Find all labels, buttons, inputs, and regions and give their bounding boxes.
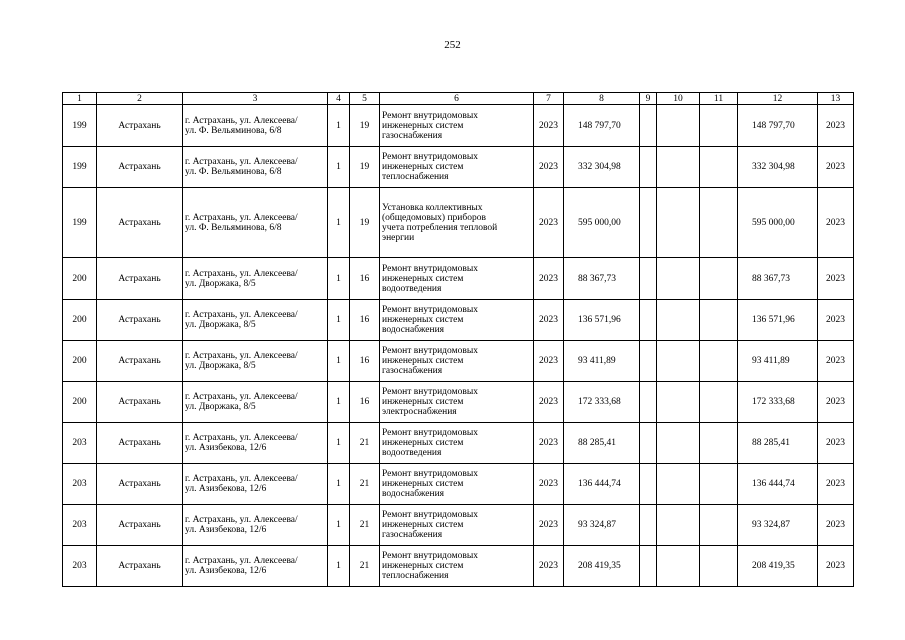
- address-cell-line: ул. Ф. Вельяминова, 6/8: [185, 125, 282, 136]
- table-row: [63, 300, 854, 341]
- year-cell: 2023: [534, 546, 564, 587]
- work-type-cell-line: инженерных систем: [382, 479, 464, 489]
- address-cell: [183, 105, 328, 147]
- col4-cell: 1: [328, 300, 350, 341]
- work-type-cell-line: водоснабжения: [382, 325, 445, 335]
- col10-cell: [657, 147, 700, 188]
- registry-table: [62, 92, 854, 587]
- address-cell-line: г. Астрахань, ул. Алексеева/: [185, 351, 298, 361]
- total-cell: 88 285,41: [738, 423, 818, 464]
- row-number: 203: [63, 423, 97, 464]
- cost-cell: 88 367,73: [564, 258, 640, 300]
- work-type-cell-line: Ремонт внутридомовых: [382, 469, 478, 479]
- col10-cell: [657, 464, 700, 505]
- page-number: 252: [444, 39, 461, 51]
- address-cell-line: ул. Азизбекова, 12/6: [185, 443, 267, 453]
- address-cell-line: ул. Ф. Вельяминова, 6/8: [185, 167, 282, 177]
- city-cell: Астрахань: [97, 546, 183, 587]
- table-row: [63, 505, 854, 546]
- cost-cell: 93 411,89: [564, 341, 640, 382]
- col10-cell: [657, 105, 700, 147]
- col10-cell: [657, 505, 700, 546]
- work-type-cell-line: Ремонт внутридомовых: [382, 428, 478, 438]
- work-type-cell-line: Ремонт внутридомовых: [382, 387, 478, 397]
- address-cell-line: ул. Дворжака, 8/5: [185, 320, 256, 330]
- col9-cell: [640, 382, 657, 423]
- header-cell: 2: [97, 93, 183, 105]
- table-row: [63, 423, 854, 464]
- address-cell-line: г. Астрахань, ул. Алексеева/: [185, 268, 298, 279]
- year-cell: 2023: [534, 423, 564, 464]
- col5-cell: 21: [350, 505, 380, 546]
- work-type-cell-line: водоснабжения: [382, 489, 445, 499]
- completion-year-cell: 2023: [818, 188, 854, 258]
- address-cell-line: г. Астрахань, ул. Алексеева/: [185, 474, 298, 484]
- year-cell: 2023: [534, 147, 564, 188]
- address-cell: [183, 464, 328, 505]
- work-type-cell-line: инженерных систем: [382, 520, 464, 530]
- col11-cell: [700, 300, 738, 341]
- col11-cell: [700, 505, 738, 546]
- col9-cell: [640, 300, 657, 341]
- col9-cell: [640, 423, 657, 464]
- work-type-cell-line: Ремонт внутридомовых: [382, 263, 478, 274]
- completion-year-cell: 2023: [818, 105, 854, 147]
- header-cell: 4: [328, 93, 350, 105]
- address-cell-line: ул. Азизбекова, 12/6: [185, 525, 267, 535]
- cost-cell: 172 333,68: [564, 382, 640, 423]
- work-type-cell: [380, 188, 534, 258]
- total-cell: 93 324,87: [738, 505, 818, 546]
- col4-cell: 1: [328, 147, 350, 188]
- col4-cell: 1: [328, 188, 350, 258]
- city-cell: Астрахань: [97, 188, 183, 258]
- address-cell-line: г. Астрахань, ул. Алексеева/: [185, 115, 298, 126]
- table-row: [63, 546, 854, 587]
- total-cell: 88 367,73: [738, 258, 818, 300]
- address-cell-line: ул. Азизбекова, 12/6: [185, 566, 267, 576]
- address-cell: [183, 546, 328, 587]
- work-type-cell-line: газоснабжения: [382, 130, 443, 141]
- year-cell: 2023: [534, 341, 564, 382]
- col11-cell: [700, 382, 738, 423]
- header-cell: 3: [183, 93, 328, 105]
- completion-year-cell: 2023: [818, 147, 854, 188]
- col11-cell: [700, 464, 738, 505]
- address-cell-line: г. Астрахань, ул. Алексеева/: [185, 392, 298, 402]
- work-type-cell-line: электроснабжения: [382, 407, 457, 417]
- cost-cell: 88 285,41: [564, 423, 640, 464]
- work-type-cell: [380, 147, 534, 188]
- row-number: 203: [63, 546, 97, 587]
- work-type-cell: [380, 505, 534, 546]
- completion-year-cell: 2023: [818, 505, 854, 546]
- work-type-cell: [380, 464, 534, 505]
- col9-cell: [640, 105, 657, 147]
- address-cell-line: г. Астрахань, ул. Алексеева/: [185, 157, 298, 167]
- work-type-cell-line: инженерных систем: [382, 438, 464, 448]
- city-cell: Астрахань: [97, 464, 183, 505]
- work-type-cell: [380, 546, 534, 587]
- col5-cell: 19: [350, 147, 380, 188]
- col4-cell: 1: [328, 464, 350, 505]
- col11-cell: [700, 147, 738, 188]
- work-type-cell-line: Ремонт внутридомовых: [382, 346, 478, 356]
- address-cell-line: ул. Дворжака, 8/5: [185, 361, 256, 371]
- address-cell: [183, 423, 328, 464]
- col4-cell: 1: [328, 505, 350, 546]
- cost-cell: 595 000,00: [564, 188, 640, 258]
- work-type-cell-line: Ремонт внутридомовых: [382, 152, 478, 162]
- address-cell: [183, 341, 328, 382]
- work-type-cell-line: инженерных систем: [382, 120, 464, 131]
- col4-cell: 1: [328, 382, 350, 423]
- col5-cell: 21: [350, 546, 380, 587]
- col10-cell: [657, 258, 700, 300]
- work-type-cell-line: Ремонт внутридомовых: [382, 305, 478, 315]
- col10-cell: [657, 341, 700, 382]
- col11-cell: [700, 546, 738, 587]
- address-cell-line: г. Астрахань, ул. Алексеева/: [185, 433, 298, 443]
- work-type-cell-line: инженерных систем: [382, 315, 464, 325]
- year-cell: 2023: [534, 188, 564, 258]
- completion-year-cell: 2023: [818, 258, 854, 300]
- header-cell: 7: [534, 93, 564, 105]
- work-type-cell-line: водоотведения: [382, 448, 442, 458]
- total-cell: 136 571,96: [738, 300, 818, 341]
- table-row: [63, 341, 854, 382]
- work-type-cell-line: инженерных систем: [382, 356, 464, 366]
- header-cell: 6: [380, 93, 534, 105]
- row-number: 200: [63, 382, 97, 423]
- col9-cell: [640, 341, 657, 382]
- work-type-cell-line: теплоснабжения: [382, 172, 449, 182]
- address-cell-line: г. Астрахань, ул. Алексеева/: [185, 515, 298, 525]
- completion-year-cell: 2023: [818, 300, 854, 341]
- work-type-cell: [380, 300, 534, 341]
- year-cell: 2023: [534, 464, 564, 505]
- address-cell-line: г. Астрахань, ул. Алексеева/: [185, 556, 298, 566]
- year-cell: 2023: [534, 300, 564, 341]
- city-cell: Астрахань: [97, 423, 183, 464]
- col4-cell: 1: [328, 546, 350, 587]
- work-type-cell-line: Ремонт внутридомовых: [382, 110, 478, 121]
- address-cell: [183, 382, 328, 423]
- city-cell: Астрахань: [97, 105, 183, 147]
- completion-year-cell: 2023: [818, 546, 854, 587]
- total-cell: 93 411,89: [738, 341, 818, 382]
- col5-cell: 19: [350, 188, 380, 258]
- total-cell: 595 000,00: [738, 188, 818, 258]
- city-cell: Астрахань: [97, 382, 183, 423]
- work-type-cell: [380, 258, 534, 300]
- col5-cell: 19: [350, 105, 380, 147]
- work-type-cell-line: газоснабжения: [382, 530, 443, 540]
- col9-cell: [640, 505, 657, 546]
- completion-year-cell: 2023: [818, 382, 854, 423]
- city-cell: Астрахань: [97, 505, 183, 546]
- col9-cell: [640, 464, 657, 505]
- header-row: [63, 93, 854, 105]
- table-row: [63, 105, 854, 147]
- col9-cell: [640, 147, 657, 188]
- work-type-cell: [380, 341, 534, 382]
- address-cell: [183, 505, 328, 546]
- header-cell: 8: [564, 93, 640, 105]
- address-cell: [183, 300, 328, 341]
- row-number: 200: [63, 341, 97, 382]
- total-cell: 172 333,68: [738, 382, 818, 423]
- address-cell-line: г. Астрахань, ул. Алексеева/: [185, 310, 298, 320]
- year-cell: 2023: [534, 505, 564, 546]
- work-type-cell-line: инженерных систем: [382, 162, 464, 172]
- col5-cell: 21: [350, 423, 380, 464]
- work-type-cell-line: теплоснабжения: [382, 571, 449, 581]
- total-cell: 136 444,74: [738, 464, 818, 505]
- header-cell: 12: [738, 93, 818, 105]
- address-cell-line: ул. Ф. Вельяминова, 6/8: [185, 222, 282, 233]
- completion-year-cell: 2023: [818, 341, 854, 382]
- header-cell: 13: [818, 93, 854, 105]
- address-cell-line: ул. Дворжака, 8/5: [185, 402, 256, 412]
- work-type-cell: [380, 423, 534, 464]
- header-cell: 1: [63, 93, 97, 105]
- cost-cell: 93 324,87: [564, 505, 640, 546]
- address-cell: [183, 147, 328, 188]
- table-row: [63, 147, 854, 188]
- col10-cell: [657, 188, 700, 258]
- work-type-cell: [380, 382, 534, 423]
- col9-cell: [640, 258, 657, 300]
- col5-cell: 16: [350, 341, 380, 382]
- address-cell: [183, 188, 328, 258]
- work-type-cell-line: газоснабжения: [382, 366, 443, 376]
- col4-cell: 1: [328, 105, 350, 147]
- col11-cell: [700, 341, 738, 382]
- address-cell-line: ул. Дворжака, 8/5: [185, 278, 256, 289]
- col11-cell: [700, 258, 738, 300]
- col10-cell: [657, 546, 700, 587]
- col10-cell: [657, 300, 700, 341]
- year-cell: 2023: [534, 382, 564, 423]
- work-type-cell-line: энергии: [382, 232, 415, 243]
- col5-cell: 16: [350, 382, 380, 423]
- col9-cell: [640, 188, 657, 258]
- work-type-cell-line: учета потребления тепловой: [382, 222, 498, 233]
- completion-year-cell: 2023: [818, 423, 854, 464]
- work-type-cell-line: Ремонт внутридомовых: [382, 510, 478, 520]
- header-cell: 9: [640, 93, 657, 105]
- col11-cell: [700, 188, 738, 258]
- address-cell-line: ул. Азизбекова, 12/6: [185, 484, 267, 494]
- table-row: [63, 258, 854, 300]
- cost-cell: 208 419,35: [564, 546, 640, 587]
- header-cell: 5: [350, 93, 380, 105]
- total-cell: 332 304,98: [738, 147, 818, 188]
- row-number: 199: [63, 147, 97, 188]
- col4-cell: 1: [328, 258, 350, 300]
- total-cell: 148 797,70: [738, 105, 818, 147]
- col11-cell: [700, 423, 738, 464]
- city-cell: Астрахань: [97, 258, 183, 300]
- col5-cell: 16: [350, 258, 380, 300]
- work-type-cell-line: инженерных систем: [382, 561, 464, 571]
- row-number: 199: [63, 105, 97, 147]
- row-number: 203: [63, 464, 97, 505]
- address-cell-line: г. Астрахань, ул. Алексеева/: [185, 212, 298, 223]
- city-cell: Астрахань: [97, 341, 183, 382]
- cost-cell: 148 797,70: [564, 105, 640, 147]
- table-row: [63, 188, 854, 258]
- col4-cell: 1: [328, 423, 350, 464]
- col10-cell: [657, 423, 700, 464]
- header-cell: 10: [657, 93, 700, 105]
- work-type-cell-line: инженерных систем: [382, 273, 464, 284]
- work-type-cell-line: (общедомовых) приборов: [382, 212, 486, 223]
- completion-year-cell: 2023: [818, 464, 854, 505]
- row-number: 200: [63, 258, 97, 300]
- table-row: [63, 382, 854, 423]
- col5-cell: 21: [350, 464, 380, 505]
- work-type-cell-line: Установка коллективных: [382, 202, 483, 213]
- col5-cell: 16: [350, 300, 380, 341]
- cost-cell: 332 304,98: [564, 147, 640, 188]
- row-number: 199: [63, 188, 97, 258]
- cost-cell: 136 444,74: [564, 464, 640, 505]
- work-type-cell-line: Ремонт внутридомовых: [382, 551, 478, 561]
- city-cell: Астрахань: [97, 147, 183, 188]
- city-cell: Астрахань: [97, 300, 183, 341]
- table-row: [63, 464, 854, 505]
- row-number: 203: [63, 505, 97, 546]
- col4-cell: 1: [328, 341, 350, 382]
- year-cell: 2023: [534, 258, 564, 300]
- work-type-cell-line: инженерных систем: [382, 397, 464, 407]
- cost-cell: 136 571,96: [564, 300, 640, 341]
- address-cell: [183, 258, 328, 300]
- col11-cell: [700, 105, 738, 147]
- total-cell: 208 419,35: [738, 546, 818, 587]
- year-cell: 2023: [534, 105, 564, 147]
- col9-cell: [640, 546, 657, 587]
- row-number: 200: [63, 300, 97, 341]
- header-cell: 11: [700, 93, 738, 105]
- work-type-cell-line: водоотведения: [382, 283, 442, 294]
- work-type-cell: [380, 105, 534, 147]
- col10-cell: [657, 382, 700, 423]
